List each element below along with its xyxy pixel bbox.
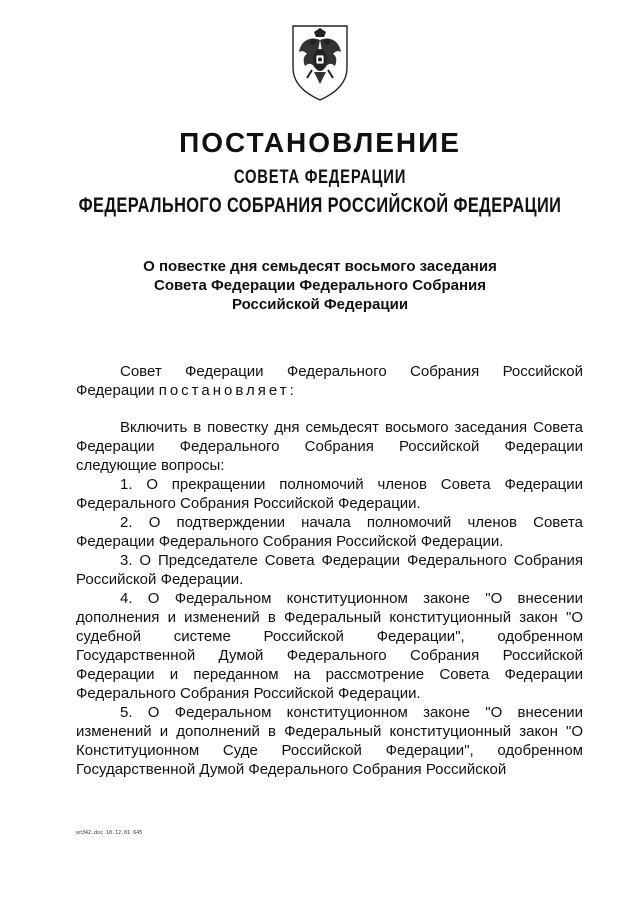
agenda-item: 3. О Председателе Совета Федерации Федерального Собрания Российской Федерации. [76,552,583,588]
agenda-item: 1. О прекращении полномочий членов Совета Федерации Федерального Собрания Российской Федерации. [76,476,583,512]
preamble-text: Совет Федерации Федерального Собрания Российской Федерации [76,363,583,399]
decree-subject-line: О повестке дня семьдесят восьмого заседания [143,258,497,275]
decree-subject-line: Совета Федерации Федерального Собрания [153,277,487,294]
emblem-graphic [285,22,355,102]
issuing-body-line2: ФЕДЕРАЛЬНОГО СОБРАНИЯ РОССИЙСКОЙ ФЕДЕРАЦИИ [78,194,562,217]
russian-coat-of-arms-icon [285,22,355,102]
decree-word: постановляет: [158,382,297,399]
document-footer-code: кп342.doc 10.12.01 645 [76,830,143,836]
agenda-item: 2. О подтверждении начала полномочий членов Совета Федерации Федерального Собрания Российской Федерации. [76,514,583,550]
decree-subject [60,257,580,314]
issuing-body-line1: СОВЕТА ФЕДЕРАЦИИ [233,167,407,188]
agenda-item: 5. О Федеральном конституционном законе "О внесении изменений и дополнений в Федеральный конституционный закон "О Конституционном Суде Российской Федерации", одобренном Государственной Думой Федерального Собрания Российской [76,704,583,778]
intro-paragraph: Включить в повестку дня семьдесят восьмого заседания Совета Федерации Федерального Собрания Российской Федерации следующие вопросы: [76,419,583,474]
agenda-item: 4. О Федеральном конституционном законе "О внесении дополнения и изменений в Федеральный конституционный закон "О судебной системе Российской Федерации", одобренном Государственной Думой Федерального Собрания Российской Федерации и переданном на рассмотрение Совета Федерации Федерального Собрания Российской Федерации. [76,590,583,702]
document-title: ПОСТАНОВЛЕНИЕ [179,127,461,158]
decree-subject-line: Российской Федерации [231,296,409,313]
preamble-paragraph [76,362,583,400]
decree-body [76,362,583,779]
